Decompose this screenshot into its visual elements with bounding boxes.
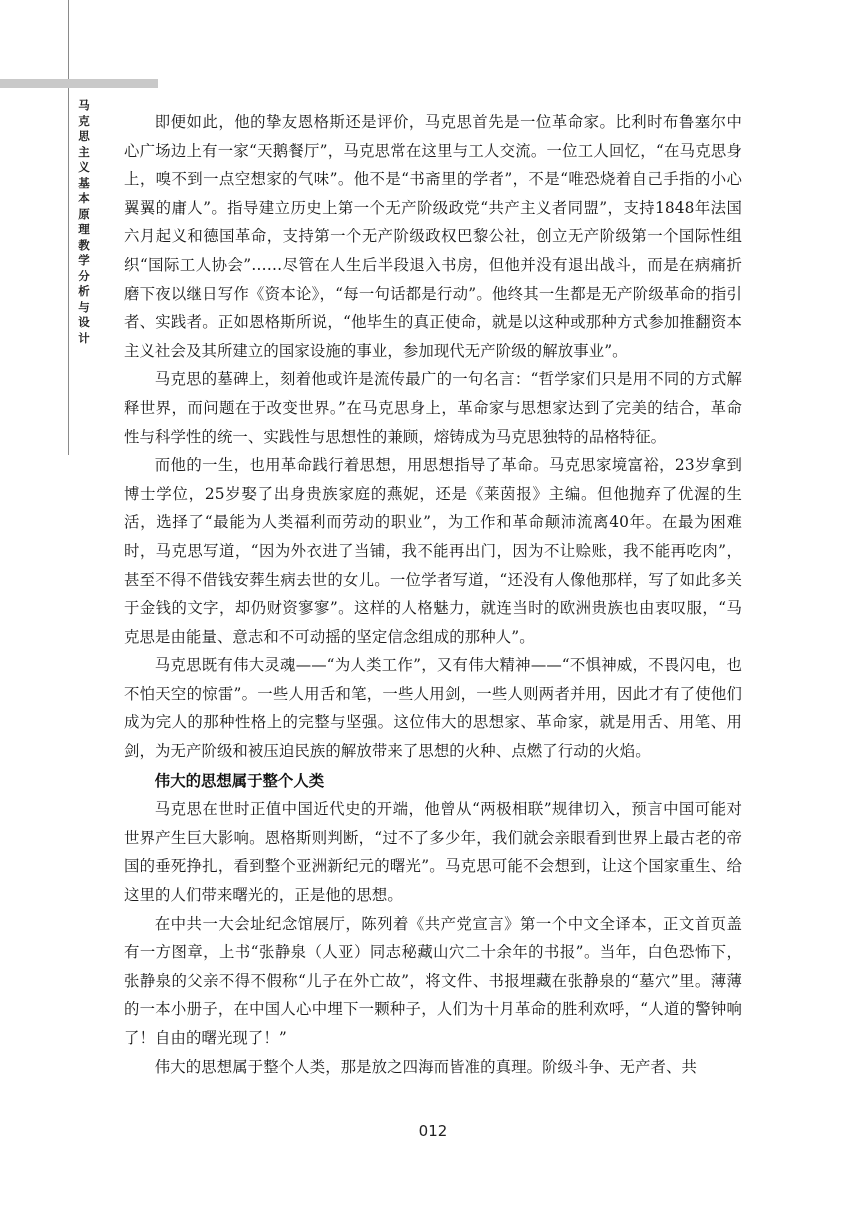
paragraph: 伟大的思想属于整个人类，那是放之四海而皆准的真理。阶级斗争、无产者、共	[154, 1057, 697, 1076]
page-number: 012	[418, 1122, 448, 1140]
paragraph: 而他的一生，也用革命践行着思想，用思想指导了革命。马克思家境富裕，23岁拿到博士学位，25岁娶了出身贵族家庭的燕妮，还是《莱茵报》主编。但他抛弃了优渥的生活，选择了“最能为人类福利而劳动的职业”，为工作和革命颠沛流离40年。在最为困难时，马克思写道，“因为外衣进了当铺，我不能再出门，因为不让赊账，我不能再吃肉”，甚至不得不借钱安葬生病去世的女儿。一位学者写道，“还没有人像他那样，写了如此多关于金钱的文字，却仍财资寥寥”。这样的人格魅力，就连当时的欧洲贵族也由衷叹服，“马克思是由能量、意志和不可动摇的坚定信念组成的那种人”。	[124, 456, 742, 646]
paragraph: 在中共一大会址纪念馆展厅，陈列着《共产党宣言》第一个中文全译本，正文首页盖有一方图章，上书“张静泉（人亚）同志秘藏山穴二十余年的书报”。当年，白色恐怖下，张静泉的父亲不得不假称“儿子在外亡故”，将文件、书报埋藏在张静泉的“墓穴”里。薄薄的一本小册子，在中国人心中埋下一颗种子，人们为十月革命的胜利欢呼，“人道的警钟响了！自由的曙光现了！”	[124, 914, 742, 1047]
section-heading: 伟大的思想属于整个人类	[154, 771, 325, 790]
page-body	[124, 108, 742, 1081]
paragraph: 马克思在世时正值中国近代史的开端，他曾从“两极相联”规律切入，预言中国可能对世界产生巨大影响。恩格斯则判断，“过不了多少年，我们就会亲眼看到世界上最古老的帝国的垂死挣扎，看到整个亚洲新纪元的曙光”。马克思可能不会想到，让这个国家重生、给这里的人们带来曙光的，正是他的思想。	[124, 800, 742, 905]
paragraph: 马克思的墓碑上，刻着他或许是流传最广的一句名言：“哲学家们只是用不同的方式解释世界，而问题在于改变世界。”在马克思身上，革命家与思想家达到了完美的结合，革命性与科学性的统一、实践性与思想性的兼顾，熔铸成为马克思独特的品格特征。	[124, 370, 742, 446]
paragraph: 即便如此，他的挚友恩格斯还是评价，马克思首先是一位革命家。比利时布鲁塞尔中心广场边上有一家“天鹅餐厅”，马克思常在这里与工人交流。一位工人回忆，“在马克思身上，嗅不到一点空想家的气味”。他不是“书斋里的学者”，不是“唯恐烧着自己手指的小心翼翼的庸人”。指导建立历史上第一个无产阶级政党“共产主义者同盟”，支持1848年法国六月起义和德国革命，支持第一个无产阶级政权巴黎公社，创立无产阶级第一个国际性组织“国际工人协会”……尽管在人生后半段退入书房，但他并没有退出战斗，而是在病痛折磨下夜以继日写作《资本论》，“每一句话都是行动”。他终其一生都是无产阶级革命的指引者、实践者。正如恩格斯所说，“他毕生的真正使命，就是以这种或那种方式参加推翻资本主义社会及其所建立的国家设施的事业，参加现代无产阶级的解放事业”。	[124, 113, 742, 360]
header-band	[0, 79, 158, 88]
running-head-vertical: 马克思主义基本原理教学分析与设计	[78, 98, 90, 345]
margin-rule	[68, 0, 69, 455]
paragraph: 马克思既有伟大灵魂——“为人类工作”，又有伟大精神——“不惧神威，不畏闪电，也不怕天空的惊雷”。一些人用舌和笔，一些人用剑，一些人则两者并用，因此才有了使他们成为完人的那种性格上的完整与坚强。这位伟大的思想家、革命家，就是用舌、用笔、用剑，为无产阶级和被压迫民族的解放带来了思想的火种、点燃了行动的火焰。	[124, 656, 742, 761]
